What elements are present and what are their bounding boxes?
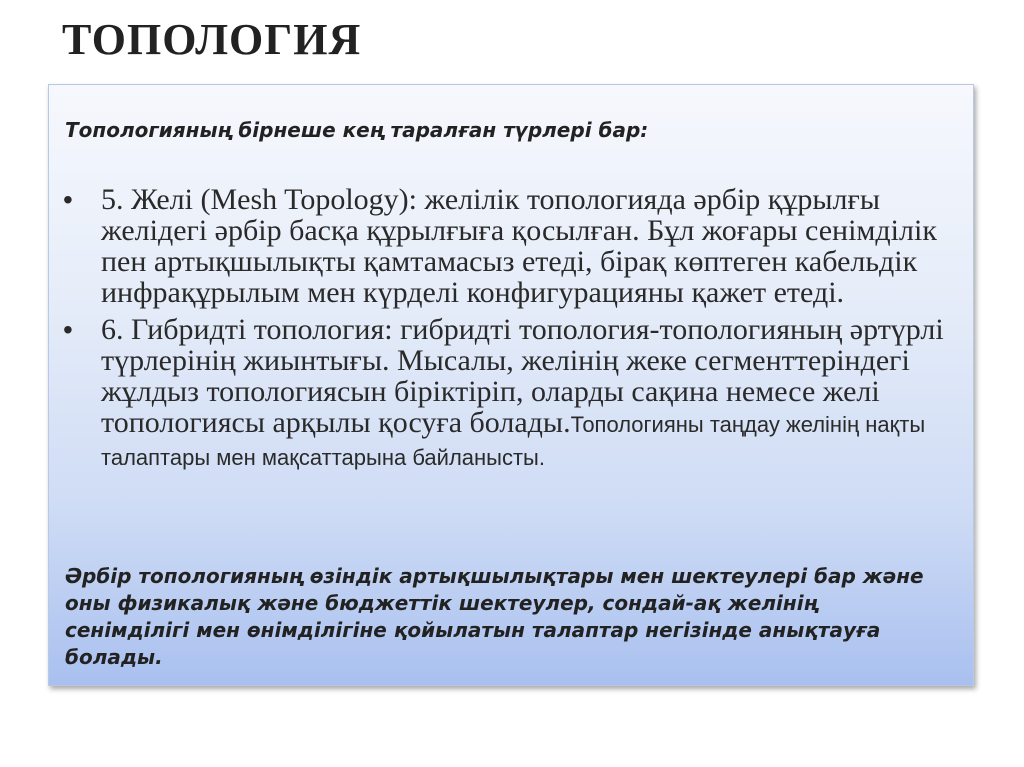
intro-text: Топологияның бірнеше кең таралған түрлері бар: [65, 118, 649, 142]
bullet-text-tail: Топологияны таңдау желінің нақты талаптары мен мақсаттарына байланысты. [101, 412, 926, 470]
bullet-item-mesh [63, 184, 963, 308]
slide-title: ТОПОЛОГИЯ [62, 15, 362, 64]
conclusion-text: Әрбір топологияның өзіндік артықшылықтары мен шектеулері бар және оны физикалық және бюджеттік шектеулер, сондай-ақ желінің сенімділігі мен өнімділігіне қойылатын талаптар негізінде анықтауға болады. [65, 564, 924, 669]
content-box [48, 84, 974, 686]
bullet-text: 5. Желі (Mesh Topology): желілік топологияда әрбір құрылғы желідегі әрбір басқа құрылғыға қосылған. Бұл жоғары сенімділік пен артықшылықты қамтамасыз етеді, бірақ көптеген кабельдік инфрақұрылым мен күрделі конфигурацияны қажет етеді. [101, 183, 937, 309]
bullet-item-hybrid [63, 314, 963, 473]
bullet-text: 6. Гибридті топология: гибридті топология-топологияның әртүрлі түрлерінің жиынтығы. Мысалы, желінің жеке сегменттеріндегі жұлдыз топологиясын біріктіріп, оларды сақина немесе желі топологиясы арқылы қосуға болады. [101, 313, 944, 439]
bullet-marker: • [63, 184, 73, 215]
bullet-list [63, 184, 963, 479]
bullet-marker: • [63, 314, 73, 345]
